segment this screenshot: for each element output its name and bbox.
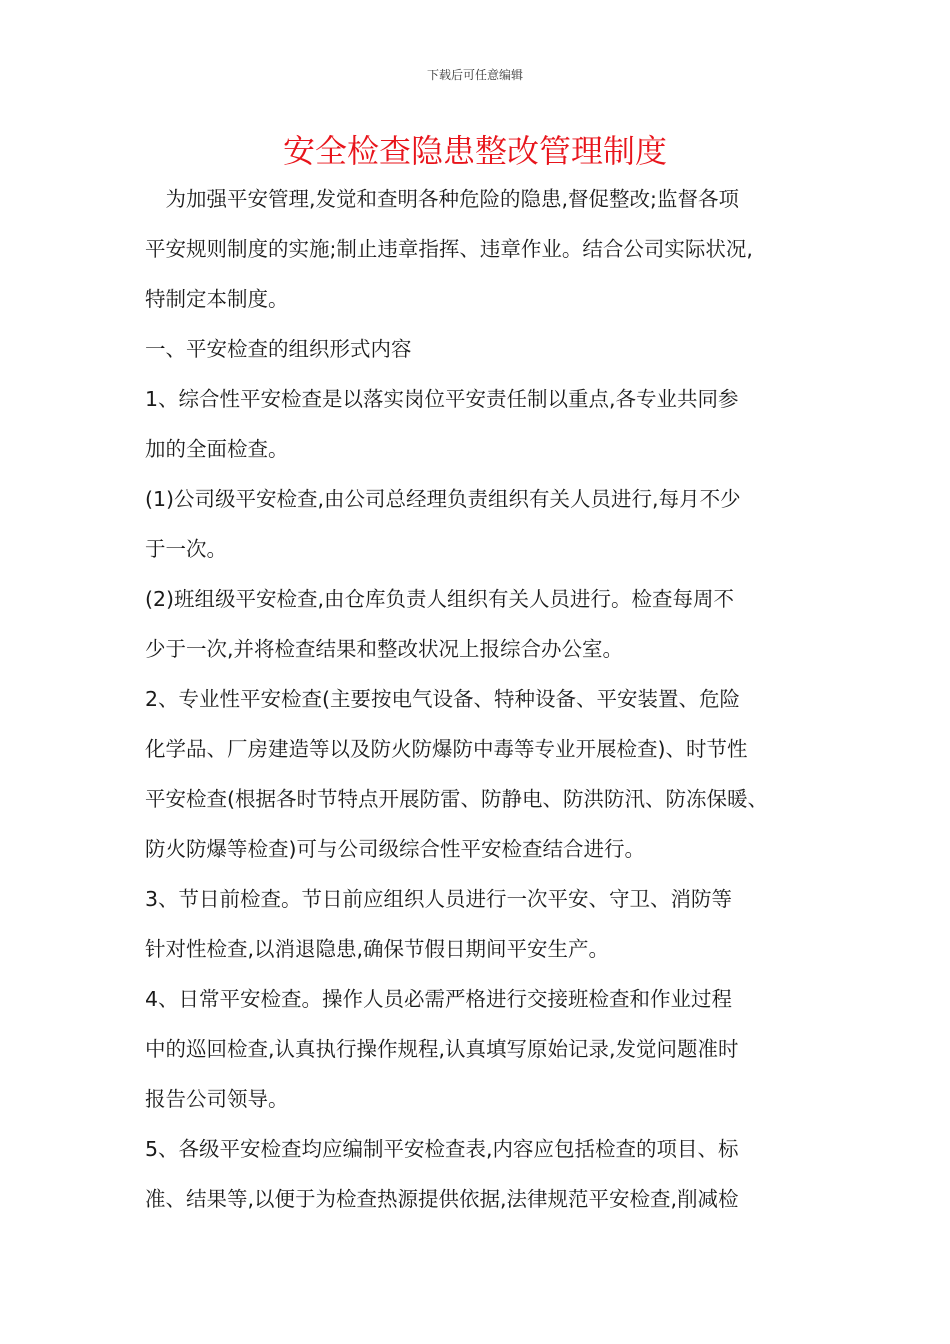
text-line: (2)班组级平安检查,由仓库负责人组织有关人员进行。检查每周不 (145, 587, 735, 611)
text-line: 化学品、厂房建造等以及防火防爆防中毒等专业开展检查)、时节性 (145, 737, 748, 761)
header-note: 下载后可任意编辑 (426, 68, 523, 82)
text-line: (1)公司级平安检查,由公司总经理负责组织有关人员进行,每月不少 (145, 487, 741, 511)
text-line: 中的巡回检查,认真执行操作规程,认真填写原始记录,发觉问题准时 (145, 1037, 739, 1061)
text-line: 为加强平安管理,发觉和查明各种危险的隐患,督促整改;监督各项 (145, 187, 739, 211)
text-line: 少于一次,并将检查结果和整改状况上报综合办公室。 (145, 637, 624, 661)
text-line: 平安检查(根据各时节特点开展防雷、防静电、防洪防汛、防冻保暖、 (145, 787, 768, 811)
text-line: 准、结果等,以便于为检查热源提供依据,法律规范平安检查,削减检 (145, 1187, 739, 1211)
text-line: 3、节日前检查。节日前应组织人员进行一次平安、守卫、消防等 (145, 887, 733, 911)
text-line: 针对性检查,以消退隐患,确保节假日期间平安生产。 (145, 937, 610, 961)
text-line: 于一次。 (145, 537, 227, 561)
text-line: 4、日常平安检查。操作人员必需严格进行交接班检查和作业过程 (145, 987, 733, 1011)
document-title: 安全检查隐患整改管理制度 (282, 132, 667, 170)
text-line: 1、综合性平安检查是以落实岗位平安责任制以重点,各专业共同参 (145, 387, 739, 411)
section-heading: 一、平安检查的组织形式内容 (145, 337, 412, 361)
text-line: 平安规则制度的实施;制止违章指挥、违章作业。结合公司实际状况, (145, 237, 753, 261)
text-line: 防火防爆等检查)可与公司级综合性平安检查结合进行。 (145, 837, 645, 861)
text-line: 特制定本制度。 (145, 287, 289, 311)
text-line: 加的全面检查。 (145, 437, 289, 461)
text-line: 报告公司领导。 (145, 1087, 289, 1111)
document-body (145, 174, 810, 1224)
text-line: 2、专业性平安检查(主要按电气设备、特种设备、平安装置、危险 (145, 687, 741, 711)
text-line: 5、各级平安检查均应编制平安检查表,内容应包括检查的项目、标 (145, 1137, 739, 1161)
